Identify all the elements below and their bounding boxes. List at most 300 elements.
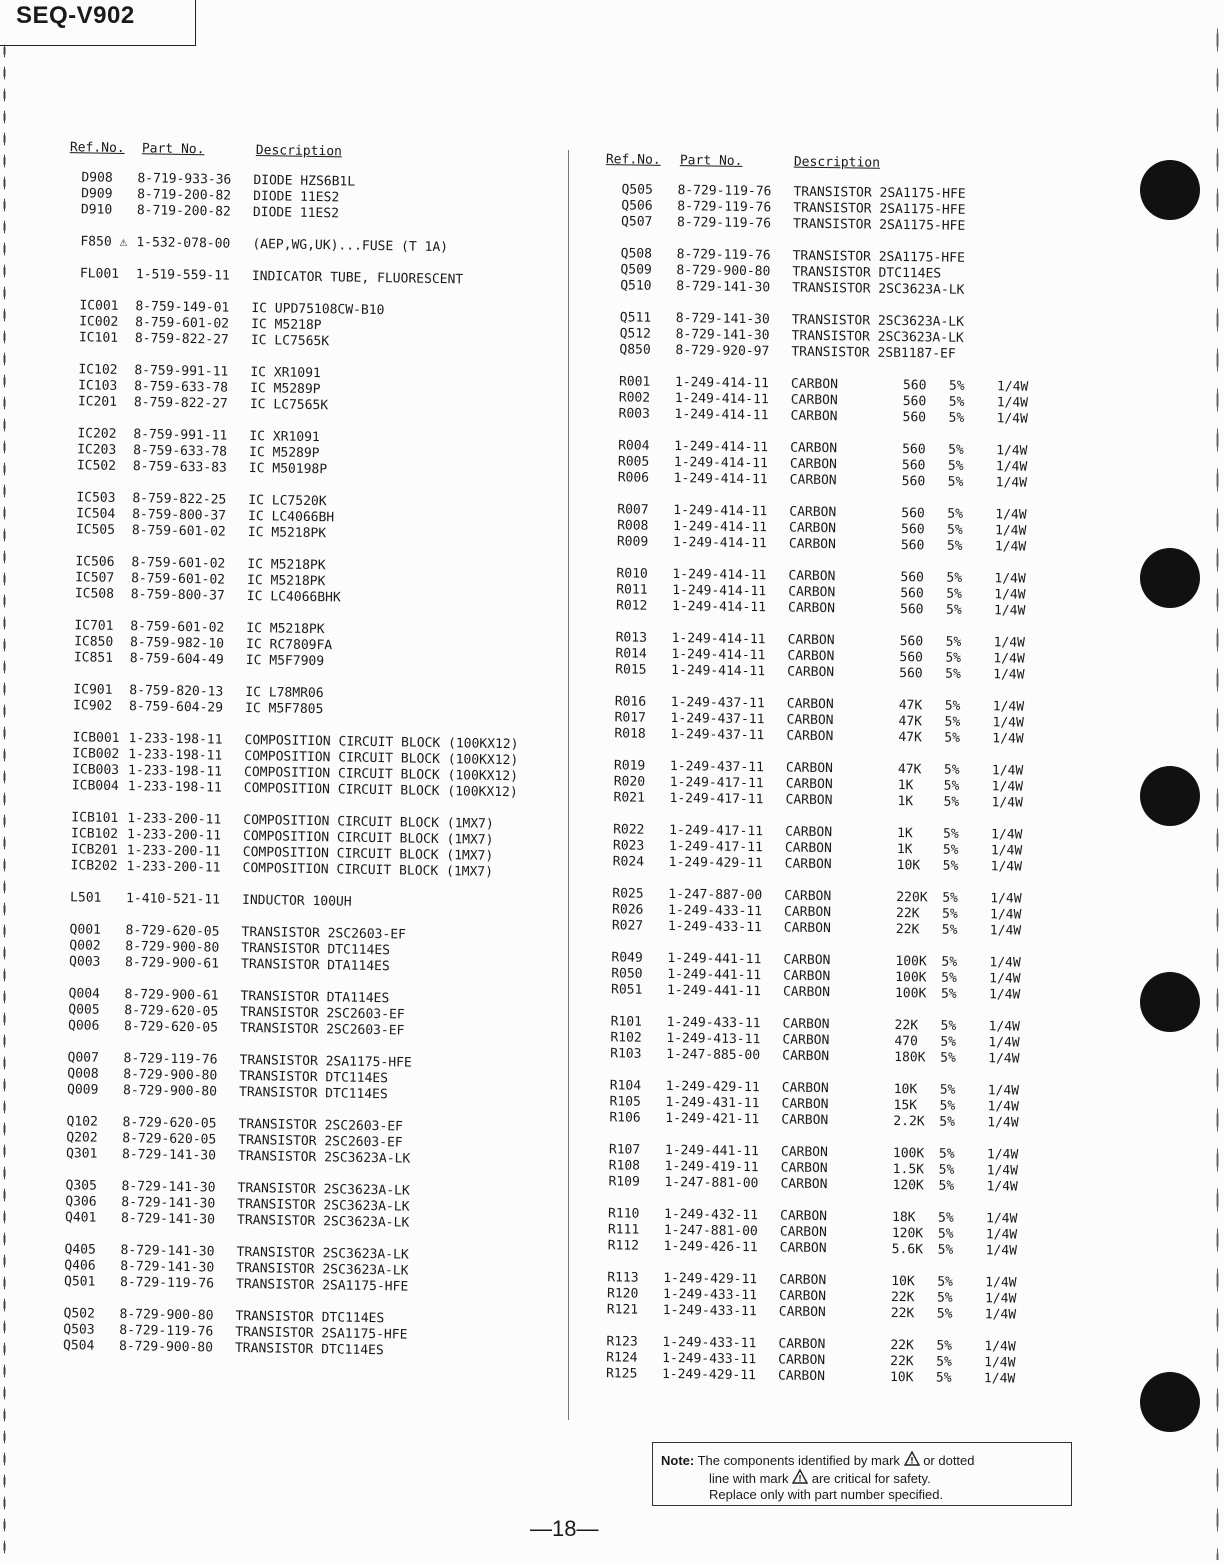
ref-no: R001 [618, 374, 651, 390]
description: TRANSISTOR DTC114ES [792, 264, 942, 282]
binder-hole [1140, 972, 1200, 1032]
tolerance: 5% [942, 842, 959, 858]
value: 560 [901, 474, 926, 490]
ref-no: R108 [608, 1158, 641, 1174]
ref-no: Q009 [66, 1082, 99, 1098]
part-no: 1-233-198-11 [127, 763, 223, 780]
description: INDUCTOR 100UH [241, 892, 352, 910]
ref-no: Q511 [619, 310, 652, 326]
part-no: 8-729-900-80 [125, 939, 220, 956]
value: 560 [901, 506, 925, 522]
ref-no: IC002 [79, 314, 119, 330]
part-no: 8-719-200-82 [137, 187, 232, 204]
part-no: 8-729-920-97 [675, 343, 770, 360]
ref-no: Q508 [620, 246, 653, 262]
ref-no: R124 [606, 1350, 638, 1366]
description: TRANSISTOR DTA114ES [240, 988, 390, 1007]
part-no: 8-759-633-83 [132, 459, 227, 476]
value: 560 [902, 378, 927, 394]
value: 220K [896, 889, 928, 906]
part-group [53, 682, 533, 722]
value: 1K [897, 778, 914, 794]
wattage: 1/4W [984, 1355, 1016, 1371]
part-group [47, 1050, 528, 1106]
tolerance: 5% [944, 698, 961, 714]
description: CARBON [780, 1160, 828, 1177]
part-no: 1-519-559-11 [135, 267, 230, 284]
ref-no: R018 [614, 726, 646, 742]
wattage: 1/4W [996, 395, 1029, 411]
description: COMPOSITION CIRCUIT BLOCK (100KX12) [244, 748, 519, 769]
ref-no: Q305 [65, 1178, 98, 1194]
part-no: 1-249-414-11 [671, 631, 766, 648]
ref-no: ICB202 [70, 858, 118, 874]
ref-no: IC001 [79, 298, 119, 314]
part-row [60, 234, 540, 258]
value: 22K [890, 1289, 915, 1306]
description: IC M5218PK [247, 556, 326, 574]
part-group [45, 1178, 526, 1234]
value: 47K [898, 714, 923, 730]
ref-no: R103 [610, 1046, 642, 1062]
tolerance: 5% [946, 586, 962, 602]
ref-no: R012 [615, 598, 648, 614]
part-no: 8-759-800-37 [130, 587, 225, 604]
part-no: 8-729-620-05 [125, 923, 220, 940]
description: CARBON [788, 568, 836, 585]
tolerance: 5% [942, 858, 959, 874]
ref-no: R010 [616, 566, 648, 582]
description: CARBON [790, 440, 838, 457]
value: 470 [894, 1033, 918, 1050]
value: 100K [895, 969, 927, 986]
ref-no: D909 [81, 186, 113, 202]
wattage: 1/4W [992, 699, 1025, 715]
ref-no: R019 [613, 758, 646, 774]
description: IC M5289P [250, 380, 321, 398]
ref-no: R003 [618, 406, 650, 422]
part-no: 1-249-437-11 [669, 759, 764, 776]
description: IC L78MR06 [245, 684, 324, 702]
part-group [588, 694, 1039, 748]
tolerance: 5% [938, 1178, 955, 1194]
value: 22K [895, 905, 920, 922]
part-group [582, 1206, 1033, 1260]
ref-no: R120 [606, 1286, 639, 1302]
warning-triangle-icon [792, 1469, 808, 1484]
description: IC M5289P [248, 444, 320, 462]
part-group [590, 566, 1041, 620]
description: IC RC7809FA [245, 636, 333, 654]
part-no: 1-233-198-11 [128, 747, 223, 764]
description: CARBON [777, 1368, 826, 1385]
tolerance: 5% [938, 1162, 955, 1178]
part-no: 8-729-900-80 [676, 263, 771, 280]
tolerance: 5% [937, 1242, 954, 1258]
ref-no: R050 [611, 966, 643, 982]
ref-no: IC503 [76, 490, 116, 506]
wattage: 1/4W [984, 1307, 1017, 1323]
ref-no: Q002 [69, 938, 101, 954]
ref-no: R006 [617, 470, 650, 486]
part-group [587, 822, 1038, 876]
value: 180K [894, 1049, 926, 1066]
wattage: 1/4W [987, 1083, 1020, 1099]
ref-no: IC202 [77, 426, 117, 442]
ref-no: R049 [611, 950, 643, 966]
description: IC M5218PK [247, 524, 327, 542]
part-no: 1-249-441-11 [667, 967, 762, 984]
wattage: 1/4W [988, 1019, 1020, 1035]
tolerance: 5% [944, 730, 961, 746]
part-no: 8-759-149-01 [135, 299, 230, 316]
part-no: 8-729-141-30 [675, 327, 770, 344]
wattage: 1/4W [989, 955, 1021, 971]
value: 10K [891, 1273, 915, 1290]
wattage: 1/4W [986, 1147, 1019, 1163]
note-text-1a: The components identified by mark [697, 1453, 900, 1468]
description: CARBON [779, 1272, 827, 1289]
description: TRANSISTOR 2SC2603-EF [238, 1132, 403, 1151]
tolerance: 5% [941, 906, 958, 922]
ref-no: Q507 [620, 214, 653, 230]
left-edge-perforation [3, 40, 6, 1560]
tolerance: 5% [941, 970, 957, 986]
value: 560 [902, 394, 927, 410]
tolerance: 5% [939, 1098, 956, 1114]
part-no: 1-249-414-11 [674, 407, 769, 424]
ref-no: IC504 [76, 506, 116, 522]
part-group [591, 502, 1042, 556]
wattage: 1/4W [994, 587, 1026, 603]
ref-no: R013 [615, 630, 648, 646]
ref-no: IC102 [78, 362, 118, 378]
part-group [57, 426, 538, 482]
ref-no: Q001 [69, 922, 102, 938]
part-no: 1-249-437-11 [670, 695, 765, 712]
ref-no: IC850 [74, 634, 114, 650]
part-no: 1-249-429-11 [663, 1270, 758, 1288]
part-group [46, 1114, 527, 1170]
tolerance: 5% [936, 1290, 953, 1306]
part-group [60, 266, 540, 290]
part-no: 1-247-881-00 [664, 1174, 759, 1192]
ref-no: R027 [611, 918, 644, 934]
wattage: 1/4W [985, 1227, 1018, 1243]
part-group [580, 1334, 1031, 1388]
wattage: 1/4W [989, 923, 1022, 939]
ref-no: R051 [610, 982, 643, 998]
ref-no: R020 [613, 774, 646, 790]
ref-no: R025 [612, 886, 644, 902]
part-no: 8-759-633-78 [133, 443, 228, 460]
wattage: 1/4W [993, 635, 1026, 651]
value: 560 [900, 570, 925, 586]
part-group [59, 298, 540, 354]
description: TRANSISTOR 2SA1175-HFE [235, 1276, 409, 1295]
ref-no: IC508 [74, 586, 115, 602]
ref-no: R009 [616, 534, 649, 550]
tolerance: 5% [943, 794, 960, 810]
tolerance: 5% [939, 1082, 956, 1098]
ref-no: Q505 [621, 182, 653, 198]
ref-no: IC506 [75, 554, 115, 570]
description: CARBON [788, 584, 836, 601]
ref-no: ICB101 [71, 810, 119, 826]
description: DIODE HZS6B1L [253, 173, 356, 190]
ref-no: Q406 [64, 1258, 96, 1274]
description: CARBON [783, 904, 832, 921]
part-no: 1-249-433-11 [666, 1014, 761, 1032]
binder-hole [1140, 766, 1200, 826]
tolerance: 5% [945, 650, 962, 666]
description: COMPOSITION CIRCUIT BLOCK (100KX12) [244, 732, 519, 753]
description: CARBON [789, 456, 837, 473]
ref-no: R015 [615, 662, 647, 678]
part-group [583, 1078, 1034, 1132]
part-group [48, 986, 529, 1042]
value: 120K [891, 1225, 924, 1242]
wattage: 1/4W [991, 795, 1023, 811]
tolerance: 5% [947, 506, 964, 522]
description: INDICATOR TUBE, FLUORESCENT [251, 269, 464, 288]
ref-no: IC902 [72, 698, 113, 714]
ref-no: ICB201 [70, 842, 118, 858]
description: CARBON [785, 760, 834, 777]
description: CARBON [782, 984, 831, 1001]
ref-no: IC203 [77, 442, 117, 458]
part-no: 1-249-433-11 [662, 1334, 757, 1352]
description: TRANSISTOR 2SC3623A-LK [236, 1260, 409, 1279]
wattage: 1/4W [987, 1115, 1019, 1131]
description: DIODE 11ES2 [252, 205, 340, 222]
ref-no: R110 [608, 1206, 640, 1222]
part-group [595, 182, 1046, 236]
wattage: 1/4W [993, 667, 1025, 683]
part-no: 1-249-417-11 [669, 791, 764, 808]
wattage: 1/4W [986, 1179, 1018, 1195]
svg-text:!: ! [798, 1473, 802, 1484]
part-no: 8-759-822-27 [134, 331, 229, 348]
value: 560 [900, 538, 925, 554]
ref-no: R002 [618, 390, 651, 406]
description: CARBON [781, 1112, 829, 1129]
ref-no: ICB102 [70, 826, 119, 842]
note-line-3: Replace only with part number specified. [709, 1487, 944, 1502]
description: CARBON [781, 1096, 829, 1113]
part-no: 1-249-413-11 [666, 1030, 761, 1048]
part-no: 1-249-414-11 [672, 535, 767, 552]
right-edge-marks [1216, 20, 1219, 1560]
description: IC M5218PK [246, 572, 326, 590]
tolerance: 5% [943, 826, 959, 842]
part-no: 1-249-414-11 [674, 375, 770, 392]
ref-no: F850 ⚠ [80, 234, 128, 251]
ref-no: ICB001 [72, 730, 120, 746]
note-text-1b: or dotted [923, 1453, 975, 1468]
part-no: 1-249-414-11 [673, 503, 768, 520]
ref-no: R121 [606, 1302, 639, 1318]
description: IC M5F7909 [245, 652, 325, 670]
wattage: 1/4W [996, 411, 1028, 427]
tolerance: 5% [948, 378, 965, 394]
wattage: 1/4W [994, 571, 1026, 587]
value: 100K [892, 1145, 925, 1162]
part-group [54, 618, 535, 674]
description: CARBON [788, 536, 836, 553]
ref-no: IC101 [78, 330, 119, 346]
description: IC LC7565K [250, 332, 330, 350]
description: CARBON [789, 504, 837, 521]
description: CARBON [787, 600, 836, 617]
description: COMPOSITION CIRCUIT BLOCK (100KX12) [243, 764, 519, 785]
tolerance: 5% [937, 1274, 953, 1290]
description: CARBON [778, 1336, 826, 1353]
ref-no: Q506 [621, 198, 653, 214]
description: IC M50198P [248, 460, 328, 478]
tolerance: 5% [943, 762, 960, 778]
ref-no: R021 [613, 790, 645, 806]
tolerance: 5% [947, 474, 964, 490]
description: CARBON [790, 408, 838, 425]
part-no: 1-247-885-00 [666, 1046, 761, 1064]
part-no: 1-249-414-11 [673, 519, 768, 536]
part-no: 8-729-620-05 [122, 1131, 217, 1148]
part-no: 8-759-601-02 [135, 315, 230, 332]
part-group [60, 234, 540, 258]
description: CARBON [785, 792, 833, 809]
value: 560 [902, 410, 927, 426]
wattage: 1/4W [994, 523, 1027, 539]
value: 560 [900, 522, 925, 538]
column-divider [568, 150, 569, 1420]
ref-no: R014 [615, 646, 647, 662]
part-group [593, 310, 1044, 364]
value: 18K [891, 1209, 916, 1226]
part-no: 1-247-887-00 [668, 887, 763, 904]
part-no: 8-759-604-29 [128, 699, 224, 716]
value: 560 [899, 602, 924, 618]
description: TRANSISTOR DTC114ES [239, 1068, 389, 1087]
part-group [587, 758, 1038, 812]
part-group [586, 886, 1037, 940]
part-no-header: Part No. [141, 141, 205, 158]
part-no: 8-759-822-27 [133, 395, 228, 412]
value: 2.2K [893, 1113, 925, 1130]
value: 1.5K [892, 1161, 925, 1178]
description: TRANSISTOR DTC114ES [241, 940, 391, 959]
part-group [49, 922, 530, 978]
description: CARBON [779, 1224, 827, 1241]
description: CARBON [786, 696, 834, 713]
ref-no: R011 [616, 582, 648, 598]
wattage: 1/4W [993, 603, 1026, 619]
part-no: 8-729-900-61 [124, 987, 219, 1004]
description: CARBON [788, 520, 837, 537]
ref-no: ICB003 [71, 762, 120, 778]
value: 100K [895, 953, 927, 970]
parts-list-left-column [43, 140, 542, 1377]
value: 10K [889, 1369, 914, 1386]
ref-no: Q512 [619, 326, 652, 342]
value: 10K [893, 1081, 918, 1098]
description: CARBON [782, 1032, 830, 1049]
part-no: 1-233-198-11 [128, 731, 223, 748]
description: COMPOSITION CIRCUIT BLOCK (1MX7) [242, 844, 494, 864]
value: 560 [901, 458, 926, 474]
description: TRANSISTOR 2SC3623A-LK [237, 1180, 410, 1199]
ref-no: Q006 [67, 1018, 100, 1034]
part-no: 8-729-620-05 [123, 1019, 219, 1036]
tolerance: 5% [945, 666, 961, 682]
part-no: 1-249-414-11 [674, 391, 769, 408]
description: TRANSISTOR 2SA1175-HFE [792, 216, 966, 234]
part-no: 1-249-421-11 [665, 1110, 760, 1128]
tolerance: 5% [946, 522, 963, 538]
part-no: 8-759-601-02 [131, 555, 226, 572]
part-no: 1-249-414-11 [673, 471, 768, 488]
note-text-2a: line with mark [709, 1471, 789, 1486]
description: COMPOSITION CIRCUIT BLOCK (1MX7) [242, 828, 494, 848]
description: CARBON [779, 1208, 828, 1225]
part-no: 8-729-141-30 [121, 1147, 217, 1164]
description: CARBON [787, 648, 835, 665]
wattage: 1/4W [987, 1099, 1019, 1115]
part-no: 1-249-417-11 [669, 775, 764, 792]
part-group [592, 374, 1043, 428]
part-no: 1-249-414-11 [671, 663, 766, 680]
right-parts-body [580, 182, 1046, 1388]
part-no: 8-729-141-30 [121, 1195, 216, 1212]
ref-no: IC502 [76, 458, 117, 474]
ref-no: R113 [607, 1270, 639, 1286]
binder-hole [1140, 160, 1200, 220]
ref-no: Q510 [620, 278, 652, 294]
part-group [585, 950, 1036, 1004]
description: TRANSISTOR 2SC3623A-LK [236, 1244, 409, 1263]
ref-no: R004 [618, 438, 650, 454]
description: TRANSISTOR DTA114ES [240, 956, 390, 975]
description: COMPOSITION CIRCUIT BLOCK (1MX7) [243, 812, 494, 832]
part-no: 8-759-991-11 [133, 427, 228, 444]
description: IC M5F7805 [244, 700, 324, 718]
description: TRANSISTOR DTC114ES [234, 1340, 384, 1359]
value: 22K [890, 1305, 915, 1322]
tolerance: 5% [937, 1226, 954, 1242]
part-no: 1-249-419-11 [664, 1158, 759, 1176]
part-no: 1-249-437-11 [670, 727, 765, 744]
part-no: 8-759-604-49 [129, 651, 224, 668]
wattage: 1/4W [988, 987, 1021, 1003]
value: 15K [893, 1097, 918, 1114]
ref-no: R017 [614, 710, 647, 726]
description: IC UPD75108CW-B10 [251, 300, 385, 319]
description: TRANSISTOR 2SC3623A-LK [236, 1212, 410, 1231]
part-group [61, 170, 542, 226]
description: CARBON [780, 1176, 828, 1193]
tolerance: 5% [943, 778, 960, 794]
part-no: 8-759-601-02 [131, 571, 226, 588]
model-name: SEQ-V902 [16, 2, 135, 29]
tolerance: 5% [940, 1050, 956, 1066]
part-no: 1-249-441-11 [666, 983, 762, 1000]
ref-no: R008 [617, 518, 649, 534]
value: 1K [897, 826, 913, 842]
ref-no: R105 [609, 1094, 641, 1110]
part-row [50, 890, 530, 914]
part-no: 1-249-414-11 [673, 455, 768, 472]
part-no-header: Part No. [679, 153, 743, 169]
